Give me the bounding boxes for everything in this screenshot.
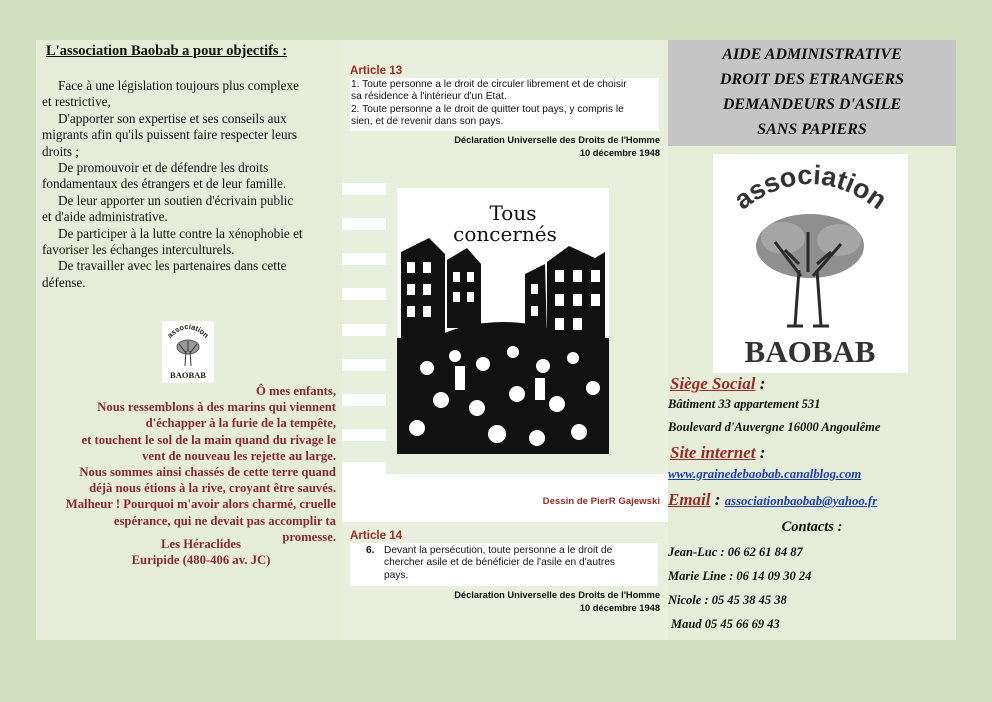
banner-line: DROIT DES ETRANGERS: [719, 71, 905, 88]
logo-name: BAOBAB: [744, 334, 876, 369]
declaration-title: Déclaration Universelle des Droits de l'Homme: [454, 590, 660, 600]
poem-line: Nous ressemblons à des marins qui viennent: [97, 400, 336, 415]
contact-panel: [668, 40, 956, 640]
article14-source: [360, 589, 660, 614]
address-line: Bâtiment 33 appartement 531: [668, 397, 821, 411]
article13-line: 1. Toute personne a le droit de circuler librement et de choisir: [351, 79, 627, 90]
declaration-date: 10 décembre 1948: [579, 147, 660, 158]
small-logo-word: association: [165, 321, 211, 340]
objective-line: De leur apporter un soutien d'écrivain public: [58, 192, 294, 208]
contact-line: Nicole : 05 45 38 45 38: [668, 593, 787, 607]
objective-line: favoriser les échanges interculturels.: [42, 242, 235, 258]
poem-line: espérance, qui ne devait pas accomplir ta: [113, 513, 336, 528]
site-heading: Site internet :: [670, 443, 766, 462]
baobab-tree-icon: [162, 321, 214, 383]
decorative-bar: [342, 429, 386, 441]
email-label: Email: [668, 490, 711, 509]
objective-line: et restrictive,: [42, 94, 111, 110]
poem-line: et touchent le sol de la main quand du rivage le: [81, 432, 336, 447]
article13-line: sa résidence à l'intérieur d'un Etat.: [351, 91, 507, 103]
poem-line: Ô mes enfants,: [256, 384, 336, 398]
contact-line: Marie Line : 06 14 09 30 24: [668, 569, 812, 583]
article14-line: Devant la persécution, toute personne a le droit de: [384, 545, 613, 556]
contacts-title: Contacts :: [781, 519, 843, 535]
svg-text:association: [165, 322, 211, 340]
declaration-title: Déclaration Universelle des Droits de l'Homme: [454, 135, 660, 145]
banner-line: AIDE ADMINISTRATIVE: [722, 46, 902, 63]
objective-line: défense.: [42, 274, 86, 290]
small-logo-name: BAOBAB: [170, 370, 206, 380]
poem-source: [76, 536, 326, 568]
illustration-title-line2: concernés: [453, 222, 557, 246]
objective-line: fondamentaux des étrangers et de leur famille.: [42, 176, 287, 192]
article14-line: pays.: [384, 569, 409, 581]
article14-line: chercher asile et de bénéficier de l'asile en d'autres: [384, 557, 615, 569]
crowd-drawing-icon: [397, 188, 609, 454]
banner-line: DEMANDEURS D'ASILE: [722, 96, 902, 113]
site-url-link[interactable]: www.grainedebaobab.canalblog.com: [668, 467, 862, 481]
poem-quote: [44, 383, 336, 545]
objective-line: De promouvoir et de défendre les droits: [58, 160, 269, 176]
articles-panel: [342, 40, 668, 640]
objective-line: De participer à la lutte contre la xénophobie et: [58, 225, 303, 241]
siege-heading: Siège Social :: [670, 374, 766, 393]
baobab-logo: [713, 154, 908, 373]
objective-line: D'apporter son expertise et ses conseils aux: [58, 110, 287, 126]
services-banner: [668, 40, 956, 146]
brochure-sheet: [36, 40, 956, 640]
poem-line: Nous sommes ainsi chassés de cette terre quand: [79, 465, 336, 480]
objective-line: Face à une législation toujours plus complexe: [58, 78, 299, 93]
illustration-title-line1: Tous: [489, 201, 537, 225]
svg-text:association: [728, 160, 892, 216]
siege-label: Siège Social: [670, 374, 756, 393]
baobab-small-logo: [162, 321, 214, 383]
decorative-bar: [342, 218, 386, 230]
decorative-bar: [342, 324, 386, 336]
objective-line: et d'aide administrative.: [42, 209, 168, 225]
baobab-tree-icon: [713, 154, 908, 373]
objectives-text: [42, 78, 338, 291]
objective-line: droits ;: [42, 143, 79, 159]
address-line: Boulevard d'Auvergne 16000 Angoulême: [668, 420, 881, 434]
article13-source: [360, 134, 660, 159]
objectives-panel: [36, 40, 342, 640]
objective-line: migrants afin qu'ils puissent faire respecter leurs: [42, 127, 298, 143]
article13-text: [350, 78, 659, 131]
objectives-heading: L'association Baobab a pour objectifs :: [46, 43, 288, 59]
article14-number: 6.: [366, 545, 375, 556]
decorative-bar: [342, 253, 386, 265]
article14-title: Article 14: [350, 529, 403, 542]
contact-line: Maud 05 45 66 69 43: [671, 617, 780, 631]
email-link[interactable]: associationbaobab@yahoo.fr: [724, 494, 878, 508]
tous-concernes-illustration: [397, 188, 609, 454]
decorative-bar: [342, 462, 386, 474]
article14-text: [350, 543, 658, 586]
poem-line: vent de nouveau les rejette au large.: [142, 448, 336, 463]
poem-line: promesse.: [282, 529, 336, 544]
email-row: Email : associationbaobab@yahoo.fr: [668, 490, 878, 509]
illustration-caption: Dessin de PierR Gajewski: [542, 496, 660, 507]
decorative-bar: [342, 183, 386, 195]
article13-title: Article 13: [350, 64, 403, 77]
site-link-row: [668, 467, 861, 482]
decorative-bar: [342, 288, 386, 300]
poem-line: déjà nous étions à la rive, croyant être sauvés.: [89, 481, 336, 496]
banner-line: SANS PAPIERS: [757, 121, 867, 138]
article13-line: sien, et de revenir dans son pays.: [351, 116, 504, 128]
declaration-date: 10 décembre 1948: [579, 602, 660, 613]
poem-source-author: Euripide (480-406 av. JC): [131, 553, 271, 568]
logo-word: association: [728, 159, 893, 216]
objective-line: De travailler avec les partenaires dans cette: [58, 258, 287, 274]
poem-line: Malheur ! Pourquoi m'avoir alors charmé, cruelle: [65, 497, 336, 512]
article13-line: 2. Toute personne a le droit de quitter tout pays, y compris le: [351, 103, 624, 115]
poem-source-work: Les Héraclides: [161, 537, 241, 551]
poem-line: d'échapper à la furie de la tempête,: [145, 416, 336, 431]
contact-line: Jean-Luc : 06 62 61 84 87: [668, 545, 803, 559]
site-label: Site internet: [670, 443, 756, 462]
decorative-bar: [342, 394, 386, 406]
decorative-bar: [342, 359, 386, 371]
